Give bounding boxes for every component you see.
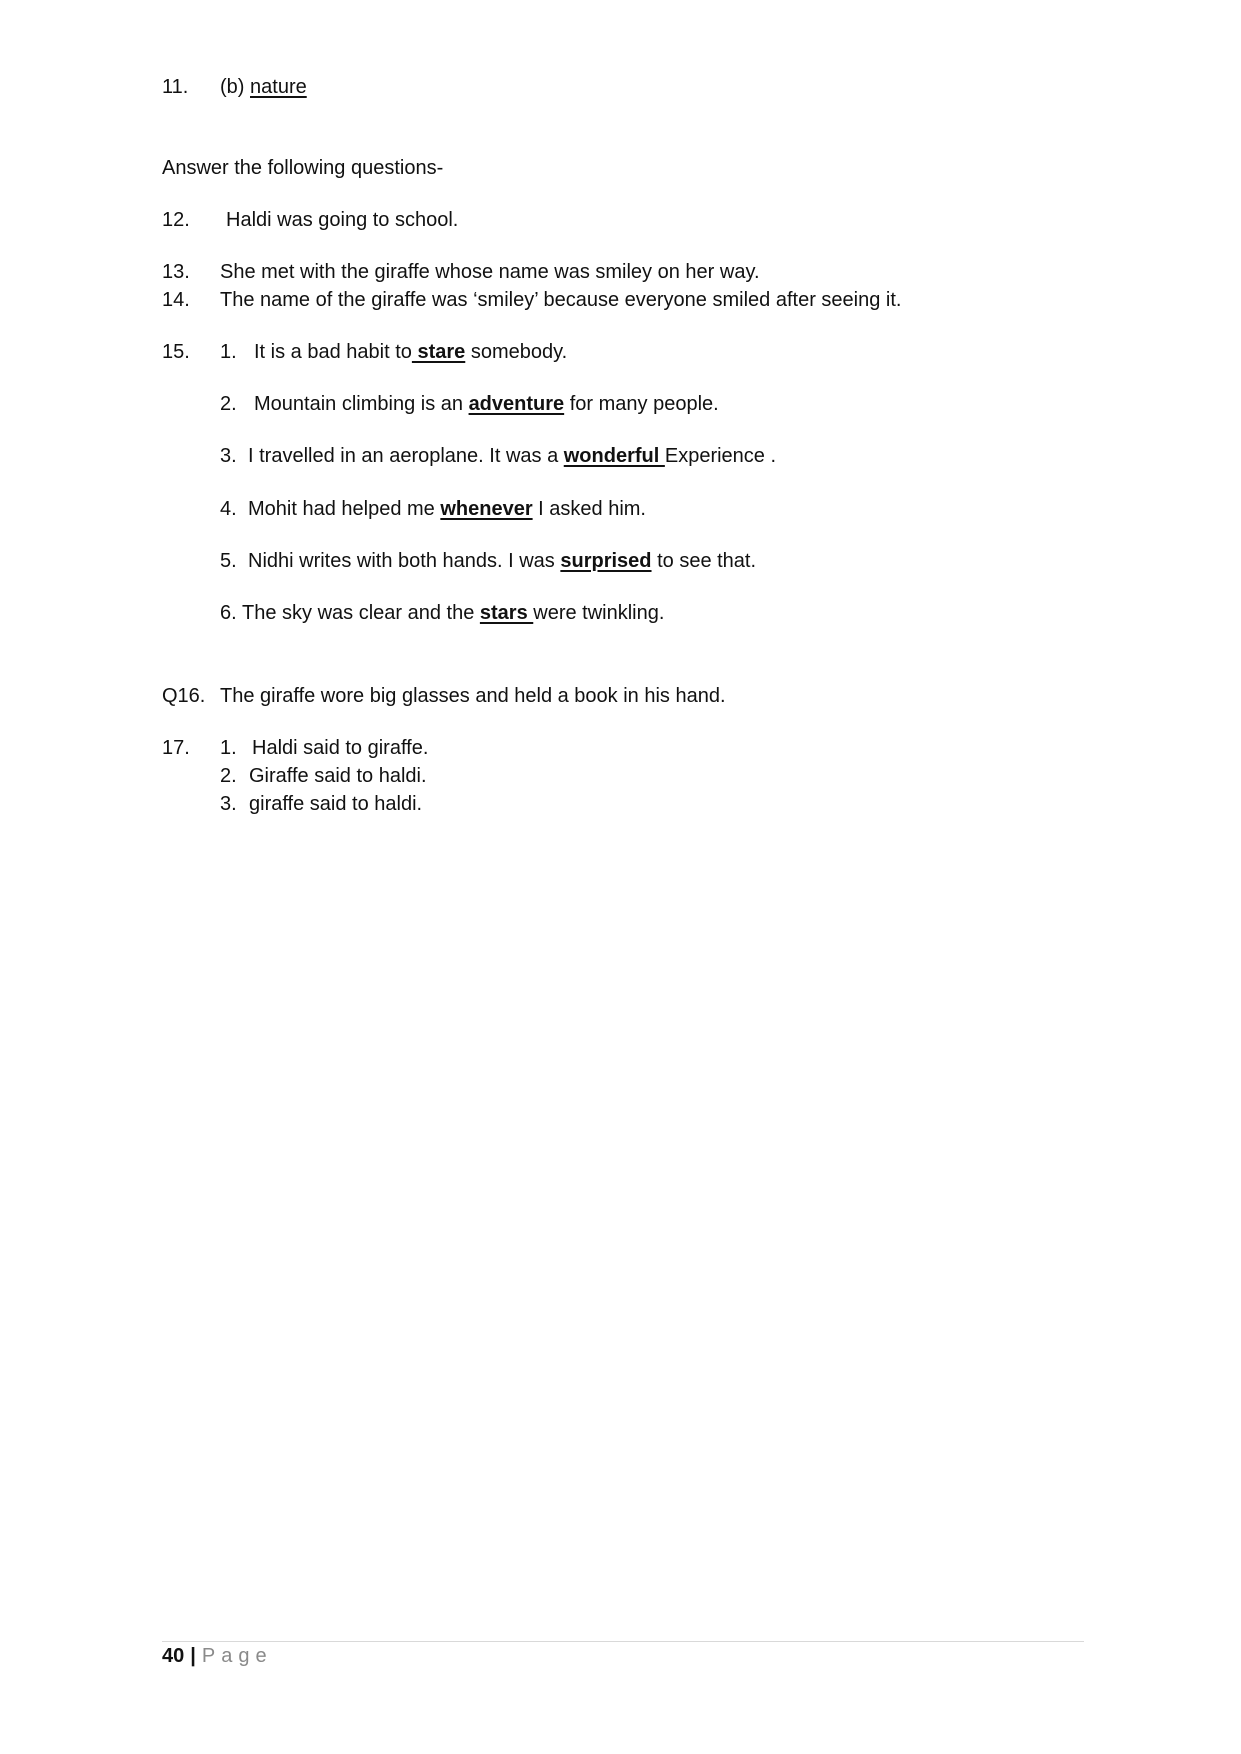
filled-word: stars [479, 602, 534, 624]
sub-item-text: Giraffe said to haldi. [249, 765, 427, 787]
answer-text: The name of the giraffe was ‘smiley’ because everyone smiled after seeing it. [220, 289, 902, 311]
sentence-end: to see that. [651, 550, 757, 572]
sentence-end: for many people. [564, 393, 719, 415]
sentence-end: somebody. [465, 341, 568, 363]
sentence-start: The sky was clear and the [242, 602, 480, 624]
sub-item-number: 1. [220, 341, 237, 363]
sub-item-text: giraffe said to haldi. [249, 793, 423, 815]
page-label: Page [201, 1645, 273, 1667]
sub-item-text [254, 340, 567, 364]
sub-item-number: 2. [220, 765, 237, 787]
question-number: Q16. [162, 685, 206, 707]
sub-item-text [248, 497, 646, 521]
option-label: (b) [220, 76, 245, 98]
answer-text: Haldi was going to school. [226, 209, 459, 231]
sub-item-number: 1. [220, 737, 237, 759]
filled-word: whenever [440, 498, 533, 520]
question-number: 15. [162, 341, 190, 363]
question-number: 13. [162, 261, 190, 283]
sentence-start: Mountain climbing is an [254, 393, 469, 415]
sub-item-text [254, 392, 719, 416]
answer-text [220, 75, 307, 99]
instruction-text: Answer the following questions- [162, 157, 444, 179]
question-number: 12. [162, 209, 190, 231]
sentence-start: Mohit had helped me [248, 498, 441, 520]
sub-item-text: Haldi said to giraffe. [252, 737, 429, 759]
filled-word: stare [411, 341, 466, 363]
question-number: 14. [162, 289, 190, 311]
filled-word: adventure [468, 393, 565, 415]
sub-item-number: 3. [220, 445, 237, 467]
question-number: 17. [162, 737, 190, 759]
sentence-end: Experience . [664, 445, 777, 467]
sentence-start: Nidhi writes with both hands. I was [248, 550, 561, 572]
sentence-end: were twinkling. [533, 602, 665, 624]
sub-item-number: 5. [220, 550, 237, 572]
answer-word: nature [250, 76, 307, 98]
sentence-start: I travelled in an aeroplane. It was a [248, 445, 564, 467]
filled-word: surprised [560, 550, 652, 572]
sentence-end: I asked him. [532, 498, 646, 520]
footer-separator: | [190, 1645, 196, 1667]
filled-word: wonderful [563, 445, 665, 467]
sub-item-number: 2. [220, 393, 237, 415]
sub-item-number: 4. [220, 498, 237, 520]
sub-item-number: 6. [220, 602, 237, 624]
answer-text: The giraffe wore big glasses and held a book in his hand. [220, 685, 726, 707]
question-number: 11. [162, 76, 189, 98]
sub-item-text [248, 549, 756, 573]
answer-text: She met with the giraffe whose name was smiley on her way. [220, 261, 760, 283]
sentence-start: It is a bad habit to [254, 341, 412, 363]
sub-item-number: 3. [220, 793, 237, 815]
page-number: 40 [162, 1645, 185, 1667]
footer-divider [162, 1641, 1084, 1642]
page-footer [162, 1644, 273, 1668]
sub-item-text [248, 444, 776, 468]
sub-item-text [242, 601, 664, 625]
